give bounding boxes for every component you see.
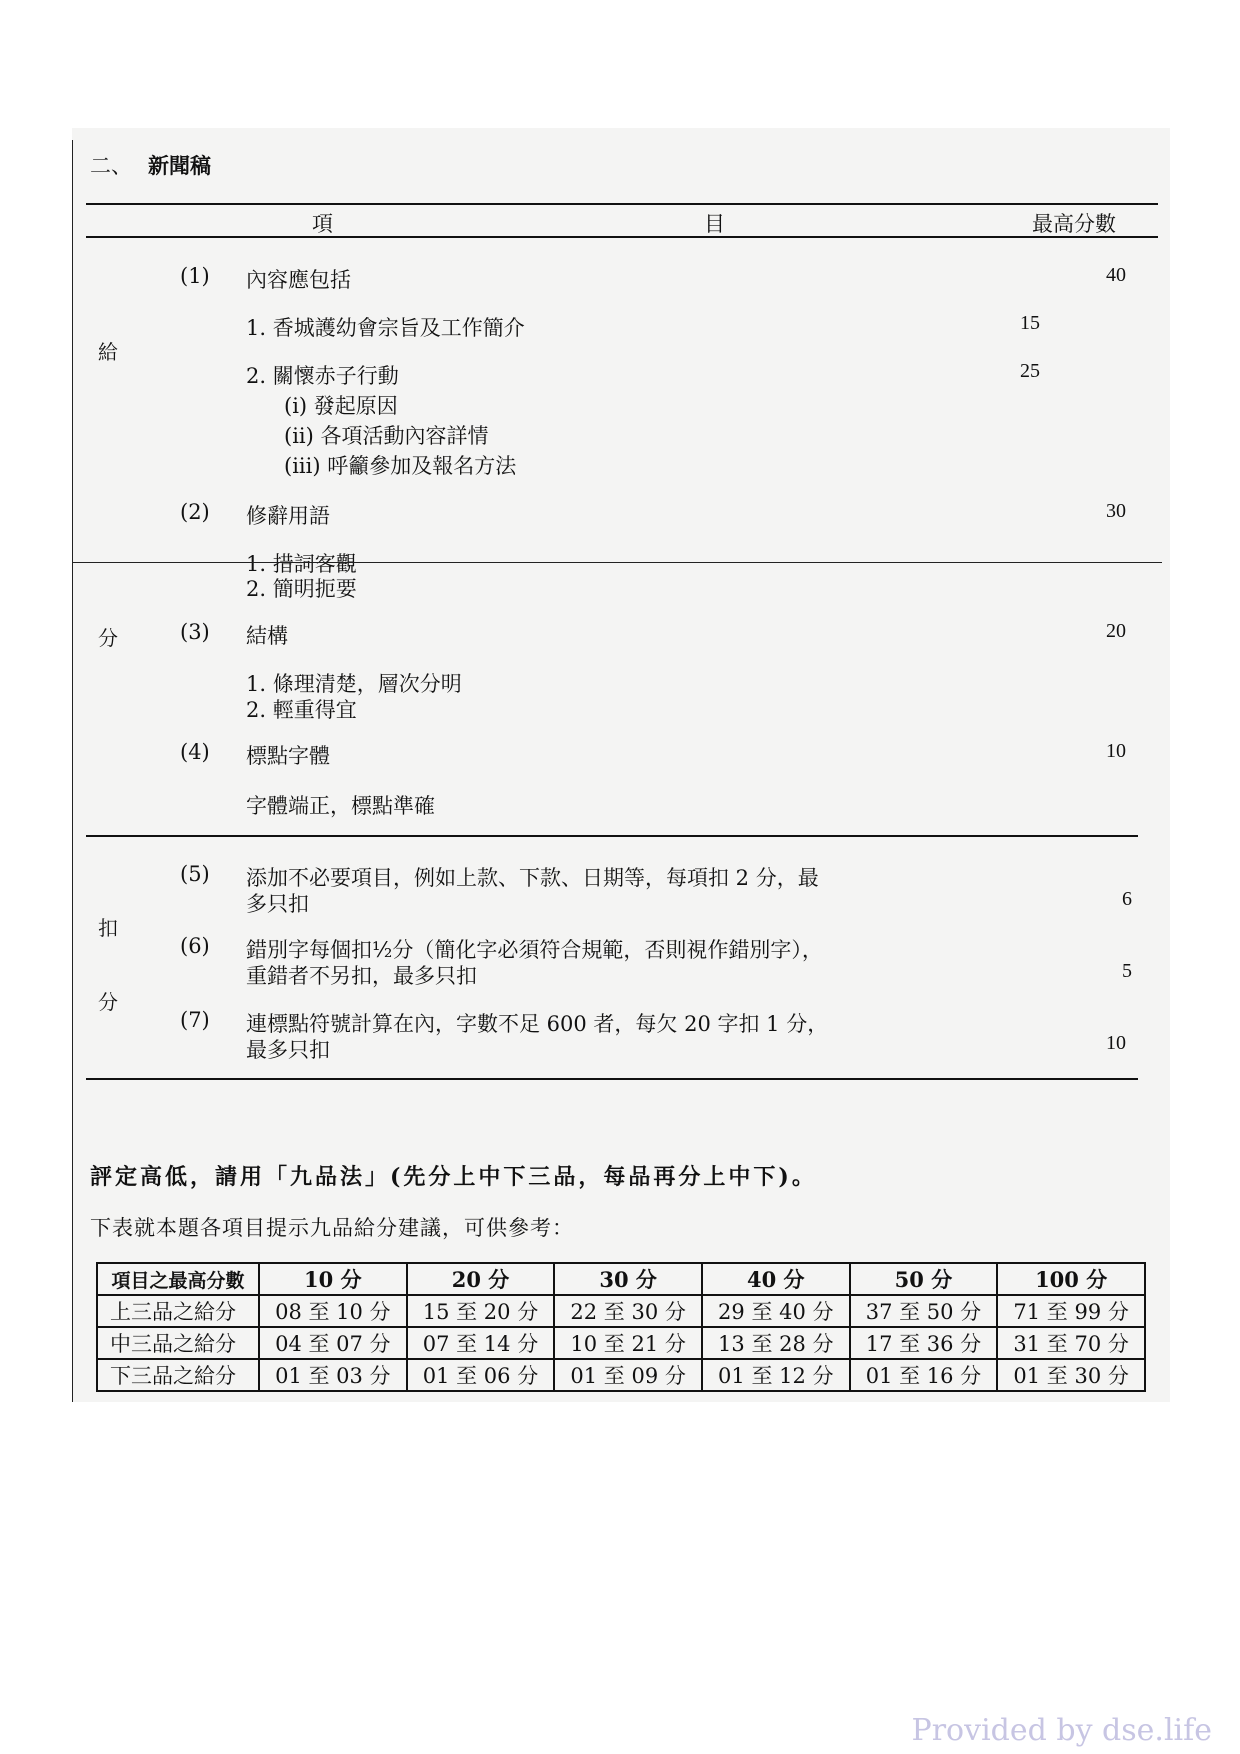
criterion-1-number: (1) bbox=[180, 264, 210, 288]
table-cell: 13 至 28 分 bbox=[702, 1327, 850, 1359]
table-cell: 71 至 99 分 bbox=[997, 1295, 1145, 1327]
side-label-give-1: 給 bbox=[98, 340, 118, 364]
grade-table-header: 40 分 bbox=[702, 1263, 850, 1295]
criterion-4-sub-1: 字體端正，標點準確 bbox=[246, 794, 435, 818]
table-cell: 04 至 07 分 bbox=[259, 1327, 407, 1359]
criterion-2-number: (2) bbox=[180, 500, 210, 524]
table-cell: 01 至 12 分 bbox=[702, 1359, 850, 1391]
table-cell: 01 至 06 分 bbox=[407, 1359, 555, 1391]
grade-table-header: 項目之最高分數 bbox=[97, 1263, 259, 1295]
criterion-1-sub-2-score: 25 bbox=[1020, 360, 1040, 382]
deduction-7-line-1: 連標點符號計算在內，字數不足 600 者，每欠 20 字扣 1 分， bbox=[246, 1012, 829, 1036]
section-number: 二、 bbox=[90, 154, 132, 178]
deduction-6-line-2: 重錯者不另扣，最多只扣 bbox=[246, 964, 477, 988]
deduction-7-line-2: 最多只扣 bbox=[246, 1038, 330, 1062]
watermark: Provided by dse.life bbox=[911, 1713, 1212, 1748]
scoring-divider-rule bbox=[86, 835, 1138, 837]
table-cell: 22 至 30 分 bbox=[554, 1295, 702, 1327]
grade-table-header: 30 分 bbox=[554, 1263, 702, 1295]
criterion-3-title: 結構 bbox=[246, 624, 288, 648]
table-bottom-rule bbox=[86, 1078, 1138, 1080]
criterion-1-sub-2-iii: (iii) 呼籲參加及報名方法 bbox=[284, 454, 517, 478]
criterion-4-number: (4) bbox=[180, 740, 210, 764]
table-cell: 01 至 09 分 bbox=[554, 1359, 702, 1391]
table-row bbox=[97, 1295, 1145, 1327]
criterion-2-title: 修辭用語 bbox=[246, 504, 330, 528]
margin-line bbox=[72, 140, 73, 1402]
table-cell: 01 至 30 分 bbox=[997, 1359, 1145, 1391]
criterion-1-title: 內容應包括 bbox=[246, 268, 351, 292]
criterion-1-sub-1-score: 15 bbox=[1020, 312, 1040, 334]
header-top-rule bbox=[86, 203, 1158, 205]
table-cell: 31 至 70 分 bbox=[997, 1327, 1145, 1359]
criterion-2-sub-1: 1. 措詞客觀 bbox=[246, 552, 357, 576]
deduction-7-number: (7) bbox=[180, 1008, 210, 1032]
table-cell: 15 至 20 分 bbox=[407, 1295, 555, 1327]
grade-table-header: 100 分 bbox=[997, 1263, 1145, 1295]
criterion-2-sub-2: 2. 簡明扼要 bbox=[246, 577, 357, 601]
stray-scan-rule bbox=[72, 562, 1162, 563]
side-label-deduct-1: 扣 bbox=[98, 916, 118, 940]
criterion-1-sub-2: 2. 關懷赤子行動 bbox=[246, 364, 399, 388]
criterion-3-sub-1: 1. 條理清楚，層次分明 bbox=[246, 672, 462, 696]
table-cell: 29 至 40 分 bbox=[702, 1295, 850, 1327]
header-item-right: 目 bbox=[704, 212, 725, 236]
table-cell: 01 至 03 分 bbox=[259, 1359, 407, 1391]
grade-suggestion-intro: 下表就本題各項目提示九品給分建議，可供參考： bbox=[90, 1216, 574, 1240]
criterion-4-title: 標點字體 bbox=[246, 744, 330, 768]
table-row bbox=[97, 1359, 1145, 1391]
table-cell: 07 至 14 分 bbox=[407, 1327, 555, 1359]
grade-table bbox=[96, 1262, 1146, 1392]
deduction-5-score: 6 bbox=[1122, 888, 1132, 910]
grade-table-header-row bbox=[97, 1263, 1145, 1295]
criterion-1-sub-1: 1. 香城護幼會宗旨及工作簡介 bbox=[246, 316, 525, 340]
table-cell: 10 至 21 分 bbox=[554, 1327, 702, 1359]
criterion-1-sub-2-ii: (ii) 各項活動內容詳情 bbox=[284, 424, 489, 448]
section-title: 新聞稿 bbox=[148, 153, 211, 178]
criterion-2-score: 30 bbox=[1106, 500, 1126, 522]
criterion-3-sub-2: 2. 輕重得宜 bbox=[246, 698, 357, 722]
deduction-7-score: 10 bbox=[1106, 1032, 1126, 1054]
deduction-5-line-2: 多只扣 bbox=[246, 892, 309, 916]
criterion-1-sub-2-i: (i) 發起原因 bbox=[284, 394, 398, 418]
deduction-6-line-1: 錯別字每個扣½分（簡化字必須符合規範，否則視作錯別字）， bbox=[246, 938, 823, 962]
header-item-left: 項 bbox=[312, 212, 333, 236]
table-cell: 37 至 50 分 bbox=[850, 1295, 998, 1327]
criterion-4-score: 10 bbox=[1106, 740, 1126, 762]
criterion-3-number: (3) bbox=[180, 620, 210, 644]
table-cell: 01 至 16 分 bbox=[850, 1359, 998, 1391]
table-row bbox=[97, 1327, 1145, 1359]
table-cell: 上三品之給分 bbox=[97, 1295, 259, 1327]
header-bottom-rule bbox=[86, 236, 1158, 238]
table-cell: 17 至 36 分 bbox=[850, 1327, 998, 1359]
deduction-5-line-1: 添加不必要項目，例如上款、下款、日期等，每項扣 2 分，最 bbox=[246, 866, 819, 890]
side-label-deduct-2: 分 bbox=[98, 990, 118, 1014]
nine-grade-instruction: 評定高低，請用「九品法」(先分上中下三品，每品再分上中下)。 bbox=[90, 1164, 817, 1190]
table-cell: 下三品之給分 bbox=[97, 1359, 259, 1391]
grade-table-header: 20 分 bbox=[407, 1263, 555, 1295]
scanned-page bbox=[72, 128, 1170, 1402]
grade-table-header: 50 分 bbox=[850, 1263, 998, 1295]
deduction-5-number: (5) bbox=[180, 862, 210, 886]
deduction-6-number: (6) bbox=[180, 934, 210, 958]
header-max-score: 最高分數 bbox=[1032, 212, 1116, 236]
criterion-3-score: 20 bbox=[1106, 620, 1126, 642]
deduction-6-score: 5 bbox=[1122, 960, 1132, 982]
grade-table-header: 10 分 bbox=[259, 1263, 407, 1295]
criterion-1-score: 40 bbox=[1106, 264, 1126, 286]
table-cell: 08 至 10 分 bbox=[259, 1295, 407, 1327]
table-cell: 中三品之給分 bbox=[97, 1327, 259, 1359]
side-label-give-2: 分 bbox=[98, 626, 118, 650]
